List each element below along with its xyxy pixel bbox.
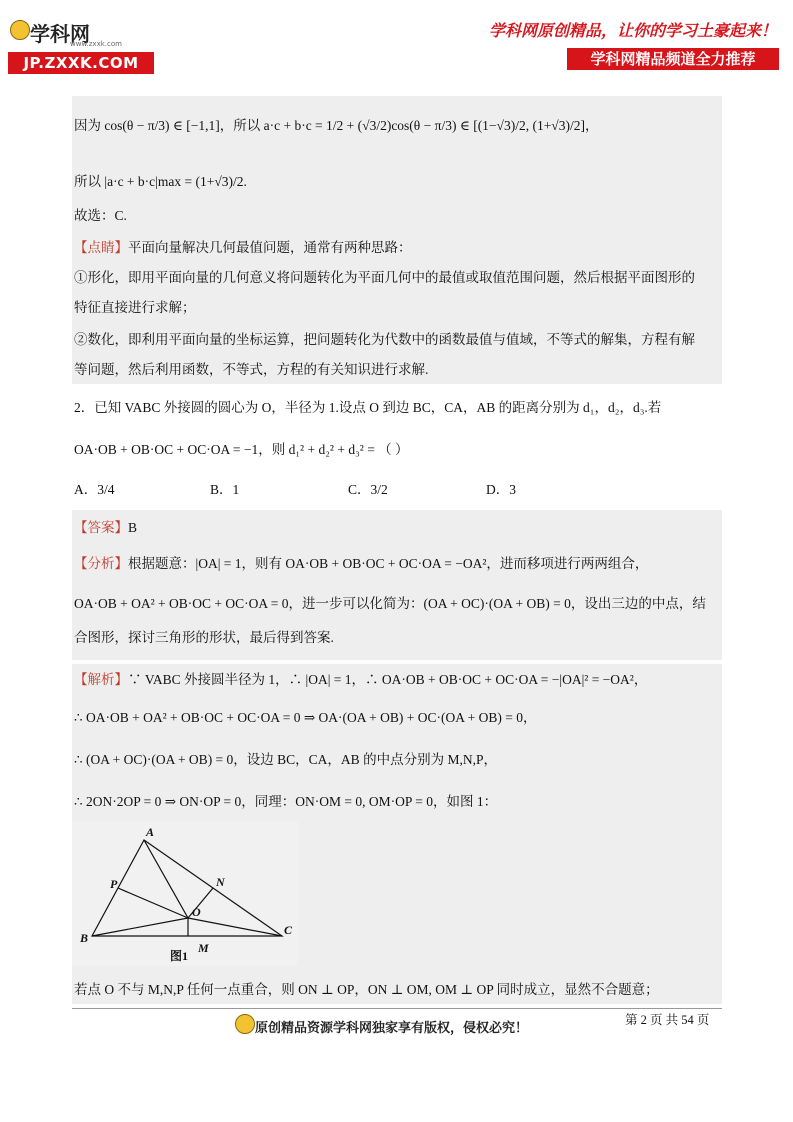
footer-divider bbox=[72, 1008, 722, 1009]
figure-caption: 图1 bbox=[170, 949, 189, 963]
mascot-icon bbox=[235, 1014, 255, 1034]
slogan: 学科网原创精品，让你的学习土豪起来！ bbox=[488, 21, 777, 40]
label-a: A bbox=[146, 825, 155, 839]
triangle-diagram bbox=[72, 822, 298, 966]
page-number: 第 2 页 共 54 页 bbox=[625, 1013, 710, 1027]
segment-ao bbox=[144, 840, 188, 918]
label-m: M bbox=[198, 941, 209, 955]
segment-op bbox=[118, 888, 188, 918]
text-line: 若点 O 不与 M,N,P 任何一点重合，则 ON ⊥ OP，ON ⊥ OM, OM ⊥ OP 同时成立，显然不合题意； bbox=[74, 982, 659, 997]
text-line: ①形化，即用平面向量的几何意义将问题转化为平面几何中的最值或取值范围问题，然后根据平面图形的 bbox=[74, 270, 695, 285]
segment-bo bbox=[92, 918, 188, 936]
label-o: O bbox=[192, 905, 201, 919]
label-p: P bbox=[110, 877, 118, 891]
text-line: 特征直接进行求解； bbox=[74, 300, 196, 315]
remark-line: 【点睛】平面向量解决几何最值问题，通常有两种思路： bbox=[74, 240, 412, 255]
option-d: D．3 bbox=[486, 482, 516, 497]
label-c: C bbox=[284, 923, 293, 937]
triangle-abc bbox=[92, 840, 282, 936]
channel-banner: 学科网精品频道全力推荐 bbox=[567, 48, 779, 70]
answer-line bbox=[74, 518, 137, 538]
text-line: ∴ 2ON·2OP = 0 ⇒ ON·OP = 0，同理：ON·OM = 0, OM·OP = 0，如图 1： bbox=[74, 794, 498, 809]
solution-line: 【解析】∵ VABC 外接圆半径为 1，∴ |OA| = 1，∴ OA·OB + OB·OC + OC·OA = −|OA|² = −OA²， bbox=[74, 672, 648, 687]
option-a: A．3/4 bbox=[74, 482, 115, 497]
label-b: B bbox=[80, 931, 89, 945]
copyright-notice: 原创精品资源学科网独家享有版权，侵权必究！ bbox=[255, 1021, 529, 1036]
segment-co bbox=[188, 918, 282, 936]
analysis-line: 【分析】根据题意：|OA| = 1，则有 OA·OB + OB·OC + OC·OA = −OA²，进而移项进行两两组合， bbox=[74, 556, 649, 571]
figure-1 bbox=[72, 822, 298, 966]
solution-tag: 【解析】 bbox=[74, 672, 128, 687]
text-line: 因为 cos(θ − π/3) ∈ [−1,1]，所以 a·c + b·c = 1/2 + (√3/2)cos(θ − π/3) ∈ [(1−√3)/2, (1+√3)/2]， bbox=[74, 118, 599, 133]
logo-url: www.zxxk.com bbox=[70, 40, 122, 48]
answer-value: B bbox=[128, 520, 138, 535]
logo-text: 学科网 bbox=[30, 22, 90, 46]
text-line: 所以 |a·c + b·c|max = (1+√3)/2. bbox=[74, 174, 247, 189]
label-n: N bbox=[216, 875, 225, 889]
text-line: ∴ OA·OB + OA² + OB·OC + OC·OA = 0 ⇒ OA·(OA + OB) + OC·(OA + OB) = 0， bbox=[74, 710, 537, 725]
option-b: B．1 bbox=[210, 482, 240, 497]
text-line: OA·OB + OA² + OB·OC + OC·OA = 0，进一步可以化简为：(OA + OC)·(OA + OB) = 0，设出三边的中点，结 bbox=[74, 596, 706, 611]
question-2-cont: OA·OB + OB·OC + OC·OA = −1，则 d₁² + d₂² + d₃² = （ ） bbox=[74, 442, 409, 457]
text-line: 故选：C. bbox=[74, 208, 127, 223]
answer-tag: 【答案】 bbox=[74, 520, 128, 535]
analysis-tag: 【分析】 bbox=[74, 556, 128, 571]
text-line: ②数化，即利用平面向量的坐标运算，把问题转化为代数中的函数最值与值域，不等式的解集，方程有解 bbox=[74, 332, 695, 347]
mascot-icon bbox=[10, 20, 30, 40]
question-2: 2．已知 VABC 外接圆的圆心为 O，半径为 1.设点 O 到边 BC，CA，AB 的距离分别为 d₁，d₂，d₃.若 bbox=[74, 400, 662, 415]
option-c: C．3/2 bbox=[348, 482, 388, 497]
text-line: ∴ (OA + OC)·(OA + OB) = 0，设边 BC，CA，AB 的中点分别为 M,N,P， bbox=[74, 752, 497, 767]
text-line: 合图形，探讨三角形的形状，最后得到答案. bbox=[74, 630, 334, 645]
remark-tag: 【点睛】 bbox=[74, 240, 128, 255]
logo-bar[interactable]: JP.ZXXK.COM bbox=[8, 52, 154, 74]
text-line: 等问题，然后利用函数，不等式，方程的有关知识进行求解. bbox=[74, 362, 429, 377]
